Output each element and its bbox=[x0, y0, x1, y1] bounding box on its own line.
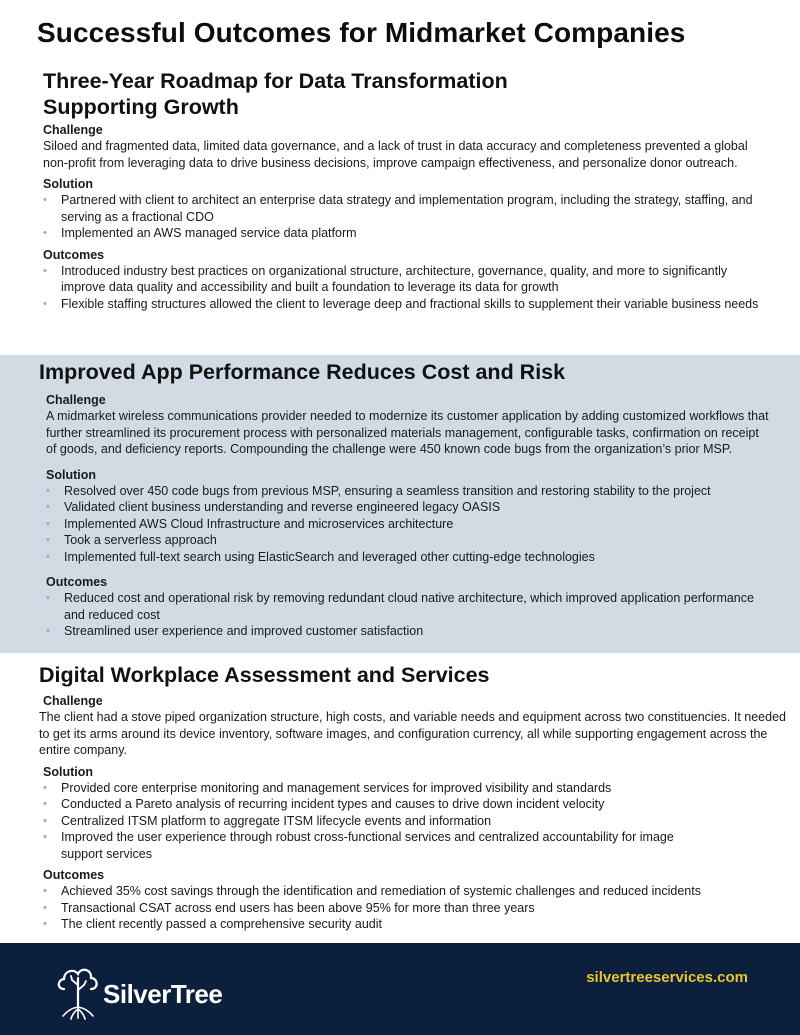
challenge-text: A midmarket wireless communications provider needed to modernize its customer application by adding customized workflows that further streamlined its procurement process with personalized materials management, configurable tasks, confirmation on receipt of goods, and deficiency reports. Compounding the challenge were 450 known code bugs from the organization’s prior MSP. bbox=[46, 409, 769, 456]
bullet-icon: • bbox=[43, 814, 47, 827]
solution-label: Solution bbox=[43, 177, 93, 191]
page-title: Successful Outcomes for Midmarket Companies bbox=[37, 17, 686, 48]
case-title-line-1: Digital Workplace Assessment and Services bbox=[39, 663, 490, 687]
website-link[interactable]: silvertreeservices.com bbox=[586, 969, 748, 986]
bullet-icon: • bbox=[43, 227, 47, 239]
outcomes-label: Outcomes bbox=[43, 868, 105, 882]
outcomes-label: Outcomes bbox=[46, 575, 108, 589]
case-study-data-roadmap bbox=[0, 68, 800, 312]
outcomes-list bbox=[43, 883, 786, 933]
list-item: • Improved the user experience through robust cross-functional services and centralized accountability for image support services bbox=[43, 830, 674, 861]
list-item: • Resolved over 450 code bugs from previous MSP, ensuring a seamless transition and restoring stability to the project bbox=[46, 483, 711, 498]
bullet-icon: • bbox=[43, 194, 47, 206]
list-item: • Implemented full-text search using ElasticSearch and leveraged other cutting-edge technologies bbox=[46, 549, 595, 564]
case-title bbox=[39, 359, 770, 385]
bullet-icon: • bbox=[46, 550, 50, 563]
bullet-icon: • bbox=[43, 798, 47, 810]
list-item: • The client recently passed a comprehensive security audit bbox=[43, 917, 382, 931]
outcomes-label: Outcomes bbox=[43, 247, 105, 262]
bullet-icon: • bbox=[43, 901, 47, 914]
list-item: • Took a serverless approach bbox=[46, 533, 217, 547]
list-item: • Partnered with client to architect an enterprise data strategy and implementation program, including the strategy, staffing, and serving as a fractional CDO bbox=[43, 193, 753, 224]
challenge-text: The client had a stove piped organization structure, high costs, and variable needs and equipment across two constituencies. It needed to get its arms around its device inventory, software images, and configuration currency, all while supporting engagement across the entire company. bbox=[39, 710, 786, 757]
bullet-icon: • bbox=[43, 781, 47, 794]
challenge-text: Siloed and fragmented data, limited data governance, and a lack of trust in data accuracy and completeness prevented a global non-profit from leveraging data to drive business decisions, improve campaign effectiveness, and personalize donor outreach. bbox=[43, 139, 748, 170]
list-item: • Flexible staffing structures allowed the client to leverage deep and fractional skills to supplement their variable business needs bbox=[43, 296, 759, 311]
case-title bbox=[39, 662, 786, 688]
challenge-label: Challenge bbox=[46, 393, 106, 407]
list-item: • Reduced cost and operational risk by removing redundant cloud native architecture, which improved application performance and reduced cost bbox=[46, 591, 754, 622]
bullet-icon: • bbox=[46, 592, 50, 604]
bullet-icon: • bbox=[43, 918, 47, 930]
outcomes-list bbox=[46, 590, 770, 640]
bullet-icon: • bbox=[43, 831, 47, 843]
challenge-label: Challenge bbox=[43, 123, 103, 137]
outcomes-list bbox=[43, 263, 762, 313]
list-item: • Streamlined user experience and improved customer satisfaction bbox=[46, 624, 424, 638]
bullet-icon: • bbox=[46, 625, 50, 637]
logo-text: SilverTree bbox=[103, 979, 223, 1009]
case-title bbox=[43, 68, 762, 120]
footer bbox=[0, 943, 800, 1035]
list-item: • Implemented an AWS managed service data platform bbox=[43, 226, 357, 240]
list-item: • Achieved 35% cost savings through the identification and remediation of systemic challenges and reduced incidents bbox=[43, 884, 701, 898]
case-title-line-2: Supporting Growth bbox=[43, 95, 239, 119]
cloud-tree-icon bbox=[55, 959, 101, 1021]
list-item: • Introduced industry best practices on organizational structure, architecture, governance, quality, and more to significantly improve data quality and accessibility and built a foundation to leverage its data for growth bbox=[43, 263, 728, 294]
bullet-icon: • bbox=[46, 484, 50, 497]
bullet-icon: • bbox=[46, 534, 50, 546]
list-item: • Centralized ITSM platform to aggregate ITSM lifecycle events and information bbox=[43, 813, 492, 828]
solution-list bbox=[43, 192, 762, 242]
bullet-icon: • bbox=[43, 297, 47, 310]
bullet-icon: • bbox=[46, 501, 50, 513]
case-study-app-performance bbox=[0, 355, 800, 653]
silvertree-logo[interactable] bbox=[55, 959, 245, 1021]
bullet-icon: • bbox=[43, 885, 47, 897]
solution-label: Solution bbox=[43, 764, 93, 779]
list-item: • Transactional CSAT across end users has been above 95% for more than three years bbox=[43, 900, 535, 915]
case-title-line-1: Three-Year Roadmap for Data Transformation bbox=[43, 69, 508, 93]
case-title-line-1: Improved App Performance Reduces Cost and Risk bbox=[39, 360, 566, 384]
list-item: • Implemented AWS Cloud Infrastructure and microservices architecture bbox=[46, 516, 454, 531]
solution-label: Solution bbox=[46, 467, 96, 482]
bullet-icon: • bbox=[43, 264, 47, 277]
list-item: • Validated client business understanding and reverse engineered legacy OASIS bbox=[46, 500, 501, 514]
solution-list bbox=[46, 483, 770, 566]
challenge-label: Challenge bbox=[43, 694, 103, 708]
solution-list bbox=[43, 780, 786, 863]
bullet-icon: • bbox=[46, 517, 50, 530]
list-item: • Conducted a Pareto analysis of recurring incident types and causes to drive down incident velocity bbox=[43, 797, 605, 811]
list-item: • Provided core enterprise monitoring and management services for improved visibility and standards bbox=[43, 780, 612, 795]
case-study-digital-workplace bbox=[0, 662, 800, 933]
